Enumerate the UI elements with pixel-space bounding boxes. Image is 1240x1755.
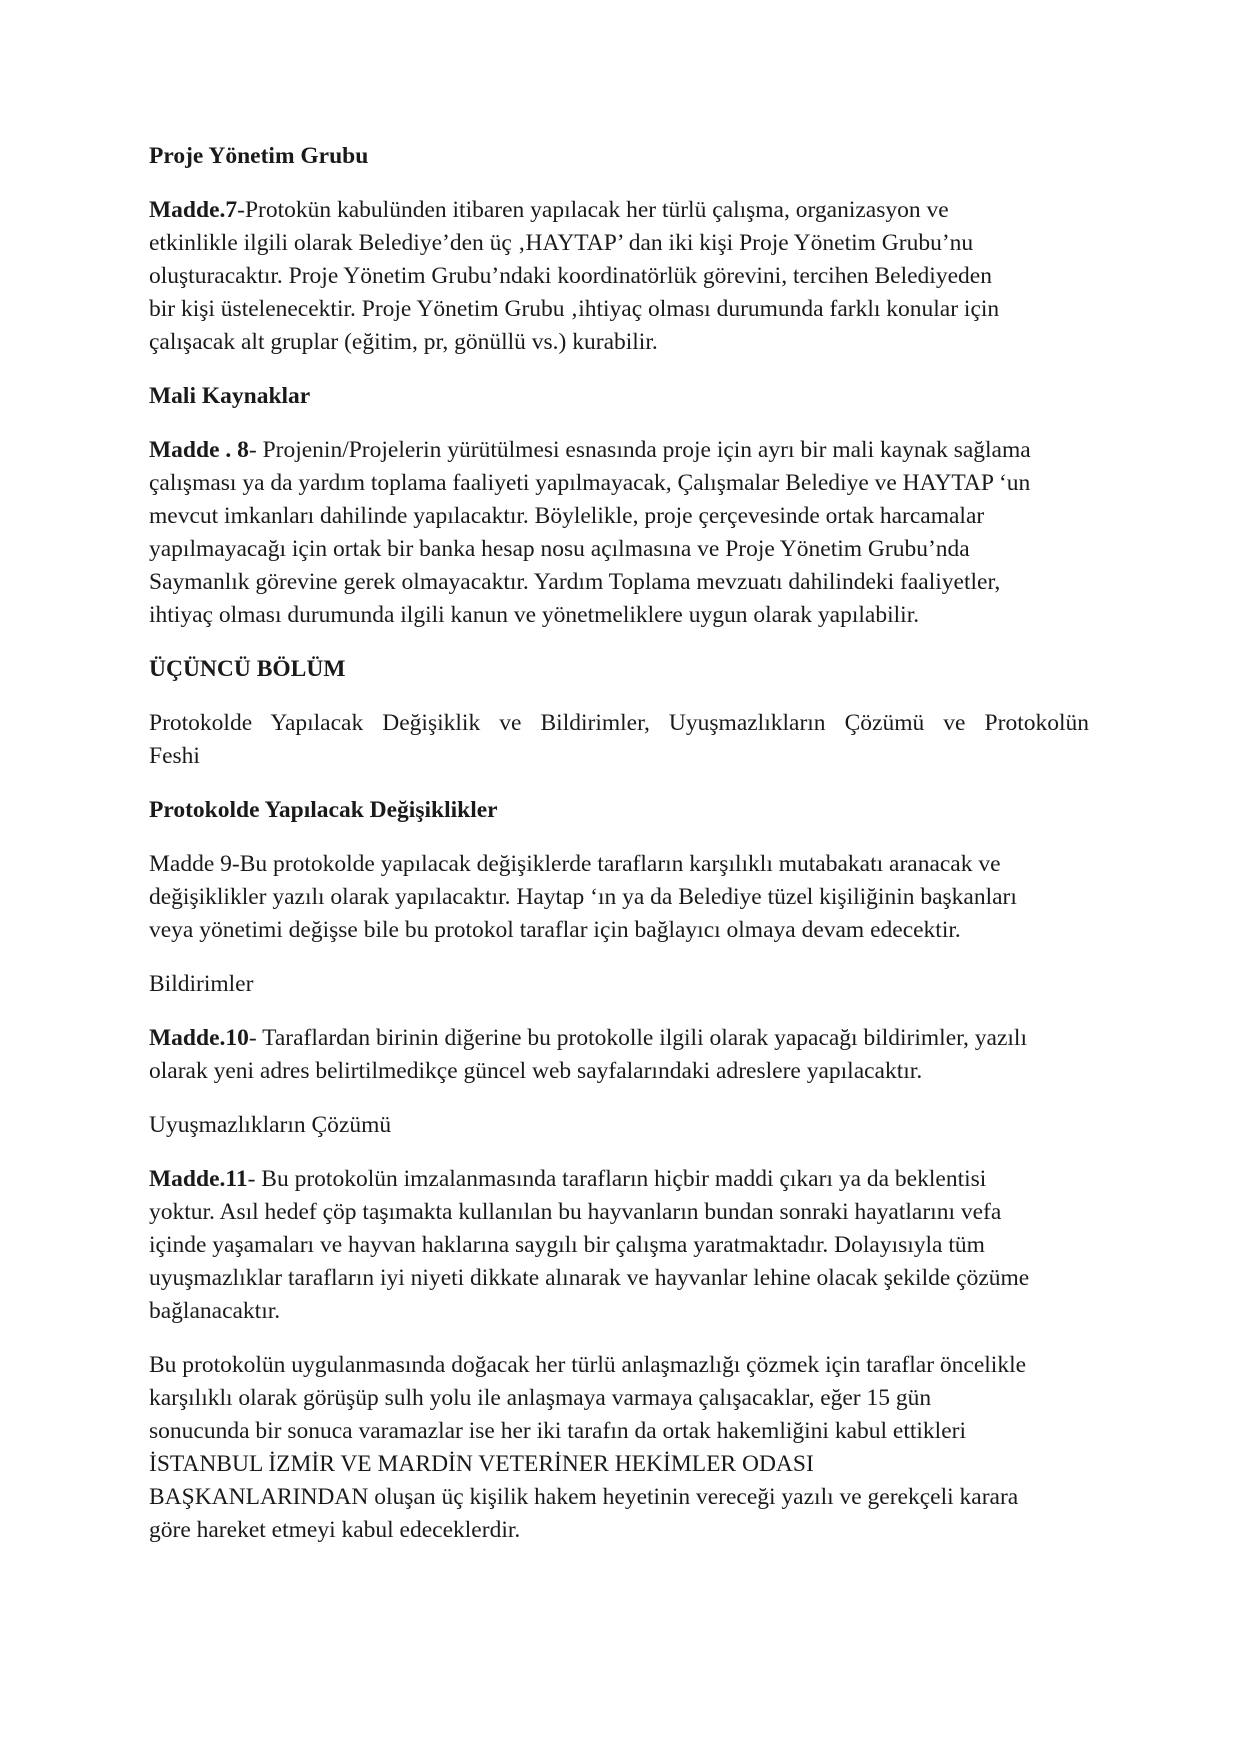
article-11-lead: Madde.11 (149, 1166, 248, 1192)
final-paragraph-line: sonucunda bir sonuca varamazlar ise her iki tarafın da ortak hakemliğini kabul ettikleri (149, 1418, 966, 1444)
document-page (149, 140, 1089, 1568)
section-heading-uyusmazliklar: Uyuşmazlıkların Çözümü (149, 1112, 392, 1138)
final-paragraph (149, 1349, 1089, 1547)
article-11 (149, 1163, 1089, 1328)
article-8-line: çalışması ya da yardım toplama faaliyeti yapılmayacak, Çalışmalar Belediye ve HAYTAP ‘un (149, 470, 1031, 496)
article-11-line: yoktur. Asıl hedef çöp taşımakta kullanılan bu hayvanların bundan sonraki hayatlarını vefa (149, 1199, 1002, 1225)
article-11-line: içinde yaşamaları ve hayvan haklarına saygılı bir çalışma yaratmaktadır. Dolayısıyla tüm (149, 1232, 985, 1258)
article-10-line: olarak yeni adres belirtilmedikçe güncel web sayfalarındaki adreslere yapılacaktır. (149, 1058, 923, 1084)
article-7 (149, 194, 1089, 359)
article-11-line: Madde.11- Bu protokolün imzalanmasında tarafların hiçbir maddi çıkarı ya da beklentisi (149, 1166, 987, 1192)
article-7-line: etkinlikle ilgili olarak Belediye’den üç ‚HAYTAP’ dan iki kişi Proje Yönetim Grubu’nu (149, 230, 974, 256)
article-8-line: mevcut imkanları dahilinde yapılacaktır. Böylelikle, proje çerçevesinde ortak harcamalar (149, 503, 985, 529)
article-9 (149, 848, 1089, 947)
final-paragraph-line: Bu protokolün uygulanmasında doğacak her türlü anlaşmazlığı çözmek için taraflar öncelikle (149, 1352, 1027, 1378)
article-7-line: Madde.7-Protokün kabulünden itibaren yapılacak her türlü çalışma, organizasyon ve (149, 197, 949, 223)
part-subtitle (149, 707, 1089, 773)
article-9-line: veya yönetimi değişse bile bu protokol taraflar için bağlayıcı olmaya devam edecektir. (149, 917, 961, 943)
section-heading-degisiklikler: Protokolde Yapılacak Değişiklikler (149, 797, 498, 823)
article-7-line: oluşturacaktır. Proje Yönetim Grubu’ndaki koordinatörlük görevini, tercihen Belediyeden (149, 263, 992, 289)
final-paragraph-line: BAŞKANLARINDAN oluşan üç kişilik hakem heyetinin vereceği yazılı ve gerekçeli karara (149, 1484, 1019, 1510)
article-8-line: yapılmayacağı için ortak bir banka hesap nosu açılmasına ve Proje Yönetim Grubu’nda (149, 536, 970, 562)
final-paragraph-line: karşılıklı olarak görüşüp sulh yolu ile anlaşmaya varmaya çalışacaklar, eğer 15 gün (149, 1385, 932, 1411)
article-8-line: Saymanlık görevine gerek olmayacaktır. Yardım Toplama mevzuatı dahilindeki faaliyetler, (149, 569, 1001, 595)
article-9-line: değişiklikler yazılı olarak yapılacaktır. Haytap ‘ın ya da Belediye tüzel kişiliğinin başkanları (149, 884, 1017, 910)
part-subtitle-line: Feshi (149, 743, 200, 769)
article-11-line: uyuşmazlıklar tarafların iyi niyeti dikkate alınarak ve hayvanlar lehine olacak şekilde çözüme (149, 1265, 1030, 1291)
section-heading-bildirimler: Bildirimler (149, 971, 254, 997)
part-heading-ucuncu-bolum: ÜÇÜNCÜ BÖLÜM (149, 656, 346, 682)
article-7-line: bir kişi üstelenecektir. Proje Yönetim Grubu ‚ihtiyaç olması durumunda farklı konular için (149, 296, 1000, 322)
article-10 (149, 1022, 1089, 1088)
article-8-line: Madde . 8- Projenin/Projelerin yürütülmesi esnasında proje için ayrı bir mali kaynak sağlama (149, 437, 1031, 463)
article-10-line: Madde.10- Taraflardan birinin diğerine bu protokolle ilgili olarak yapacağı bildirimler, yazılı (149, 1025, 1027, 1051)
article-9-line: Madde 9-Bu protokolde yapılacak değişiklerde tarafların karşılıklı mutabakatı aranacak ve (149, 851, 1001, 877)
part-subtitle-line: Protokolde Yapılacak Değişiklik ve Bildirimler, Uyuşmazlıkların Çözümü ve Protokolün (149, 710, 1089, 736)
section-heading-proje-yonetim-grubu: Proje Yönetim Grubu (149, 143, 369, 169)
final-paragraph-line: göre hareket etmeyi kabul edeceklerdir. (149, 1517, 521, 1543)
final-paragraph-line: İSTANBUL İZMİR VE MARDİN VETERİNER HEKİMLER ODASI (149, 1451, 814, 1477)
article-8 (149, 434, 1089, 632)
article-10-lead: Madde.10 (149, 1025, 249, 1051)
article-7-lead: Madde.7 (149, 197, 238, 223)
article-11-line: bağlanacaktır. (149, 1298, 281, 1324)
article-8-lead: Madde . 8 (149, 437, 249, 463)
section-heading-mali-kaynaklar: Mali Kaynaklar (149, 383, 311, 409)
article-8-line: ihtiyaç olması durumunda ilgili kanun ve yönetmeliklere uygun olarak yapılabilir. (149, 602, 920, 628)
article-7-line: çalışacak alt gruplar (eğitim, pr, gönüllü vs.) kurabilir. (149, 329, 658, 355)
